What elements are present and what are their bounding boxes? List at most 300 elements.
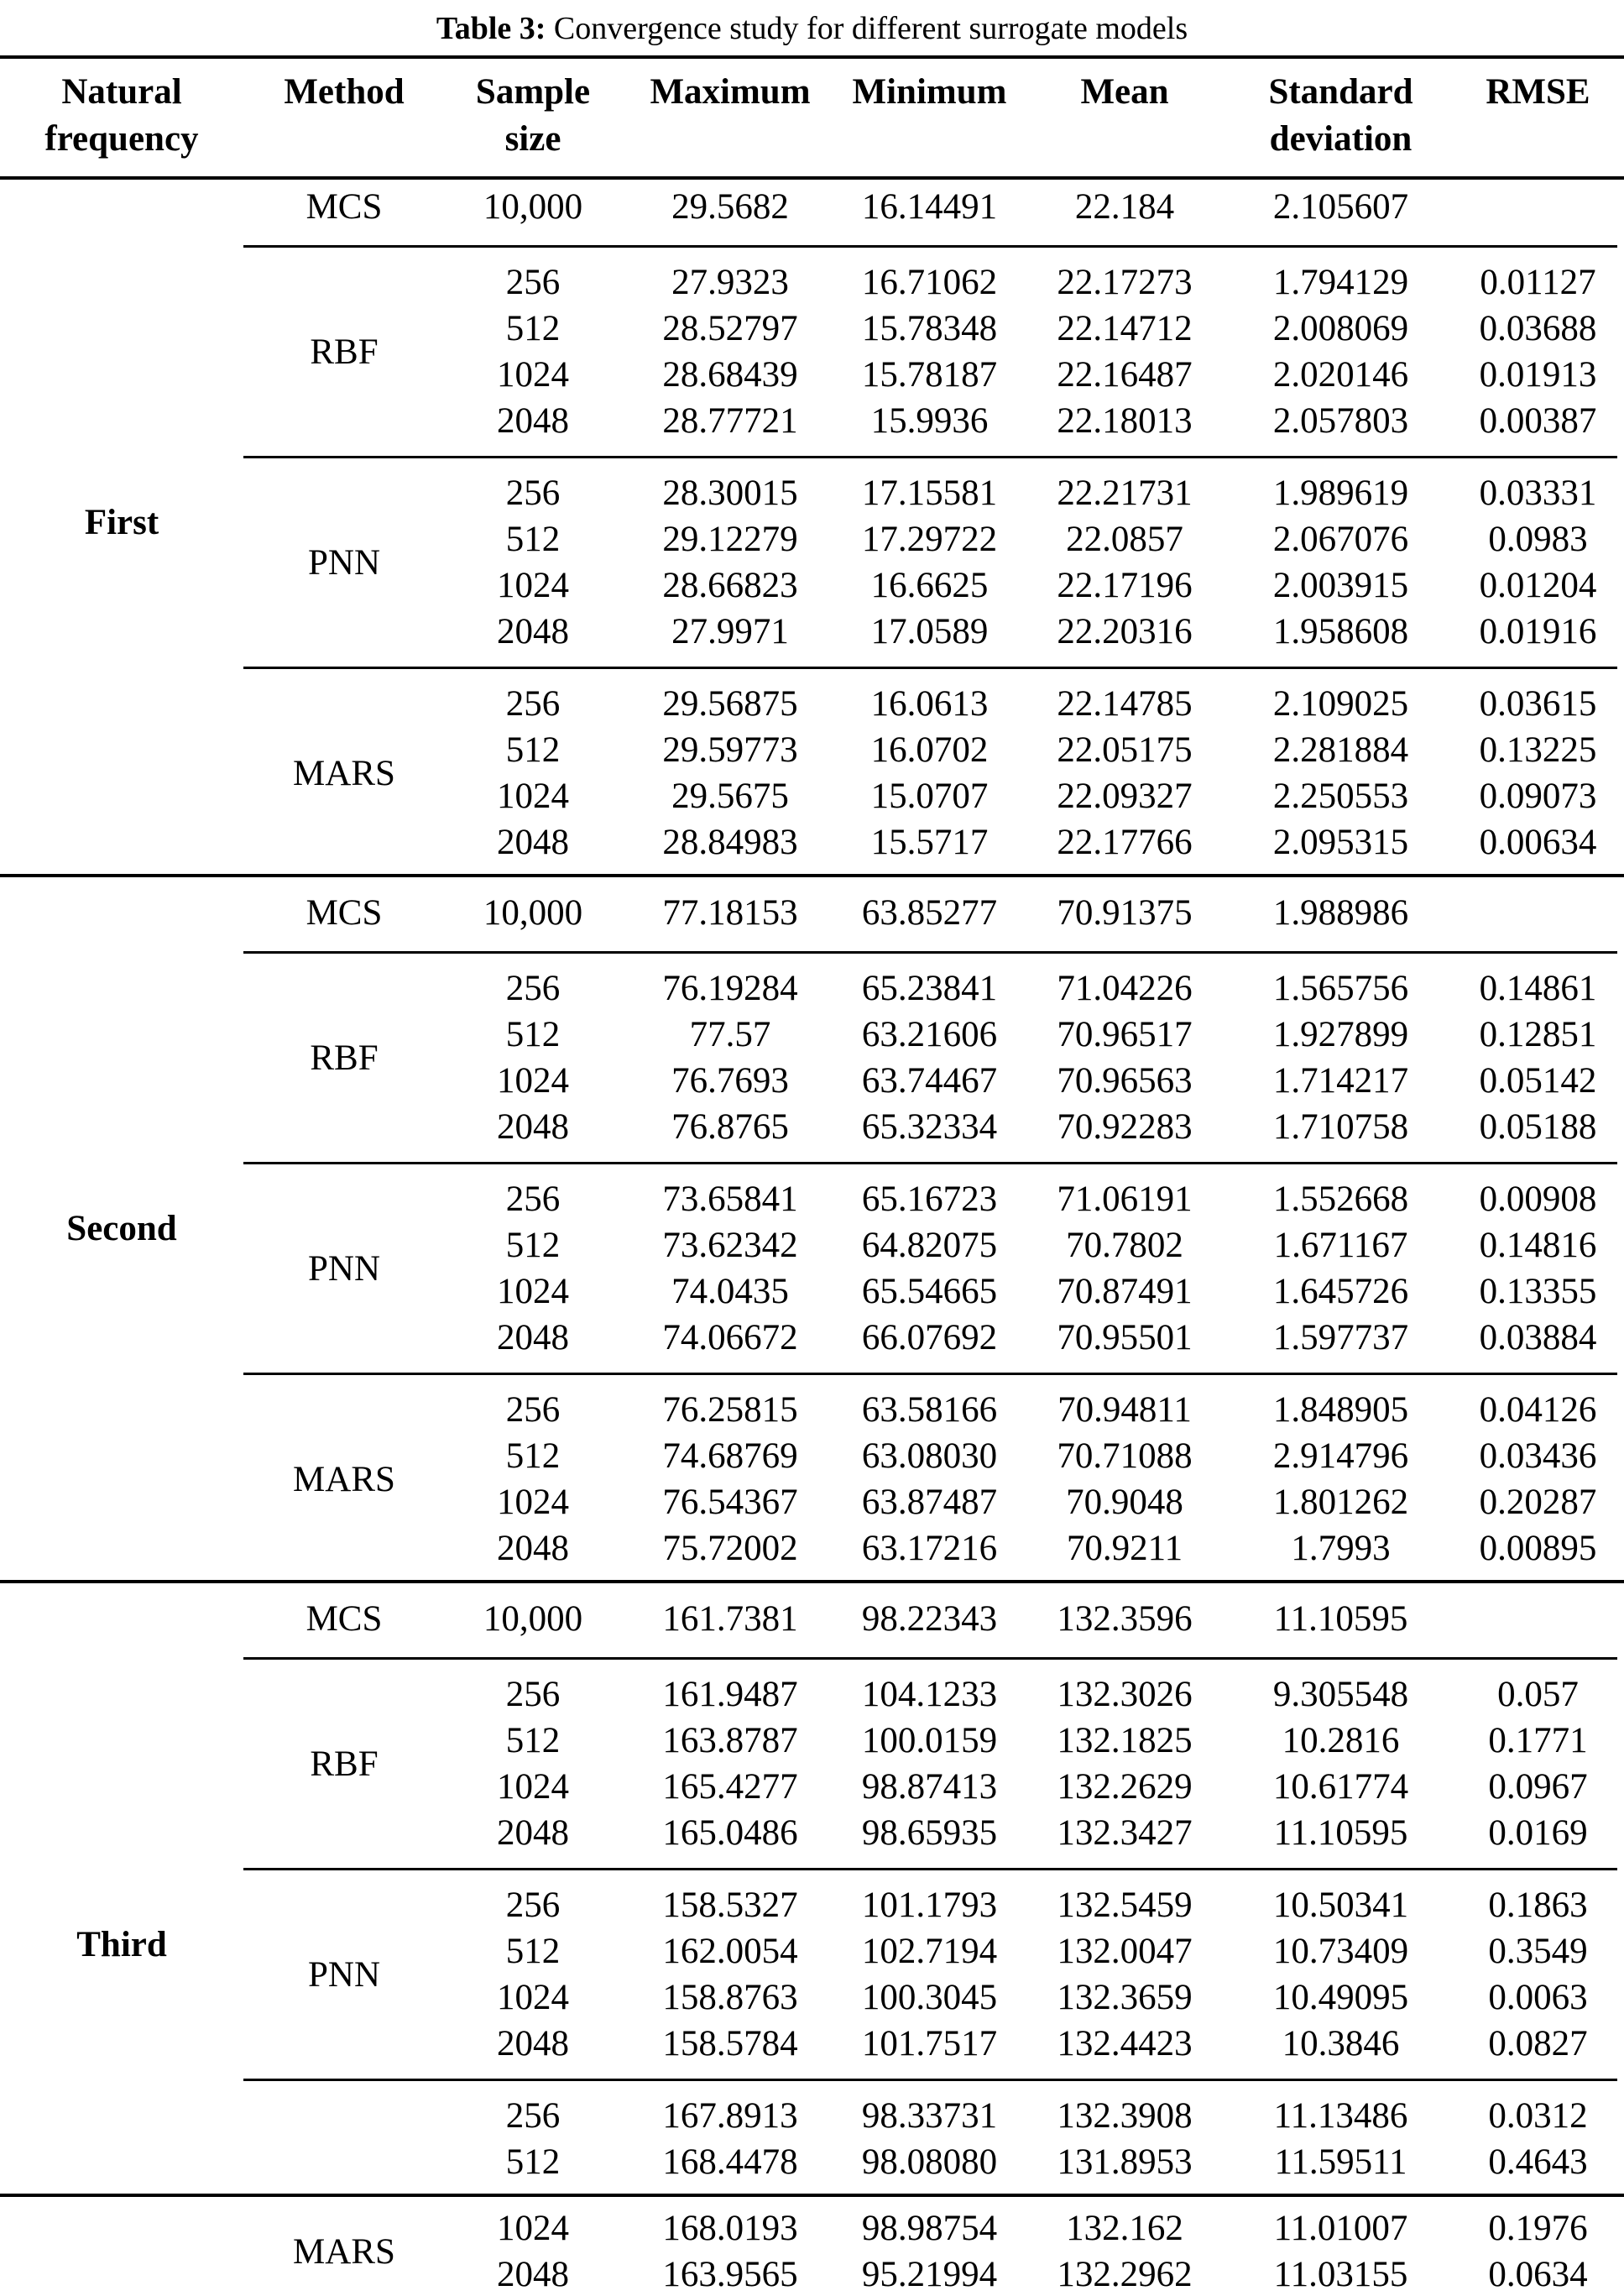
table-caption-text: Convergence study for different surrogate models [546, 11, 1188, 46]
cell-minimum: 104.1233 [861, 1675, 998, 1714]
section-third [0, 1592, 1624, 2296]
cell-mean: 132.3596 [1057, 1598, 1193, 1639]
cell-sample-size: 1024 [497, 1483, 569, 1522]
cell-maximum: 161.9487 [662, 1675, 798, 1714]
cell-minimum: 17.29722 [861, 520, 998, 559]
cell-mean: 22.16487 [1057, 355, 1193, 395]
method-group-mars [0, 2205, 1624, 2296]
frequency-cell-spacer [0, 1176, 243, 1361]
cell-sample-size: 2048 [497, 401, 569, 441]
cell-rmse: 0.03615 [1479, 684, 1597, 724]
cell-maximum: 163.8787 [662, 1721, 798, 1760]
method-group-mars [0, 1387, 1624, 1572]
cell-std-dev: 11.13486 [1273, 2096, 1408, 2136]
cell-minimum: 17.0589 [870, 612, 989, 651]
cell-sample-size: 2048 [497, 1318, 569, 1357]
table-row-sample-1024 [445, 1058, 1624, 1104]
group-rows [445, 1176, 1624, 1361]
cell-mean: 132.1825 [1057, 1721, 1193, 1760]
cell-std-dev: 11.03155 [1273, 2255, 1408, 2294]
table-row-sample-256 [445, 1387, 1624, 1433]
cell-minimum: 63.85277 [861, 892, 998, 933]
cell-sample-size: 256 [505, 263, 561, 302]
cell-mean: 132.3427 [1057, 1813, 1193, 1853]
cell-maximum: 76.8765 [671, 1107, 789, 1147]
cell-sample-size: 256 [505, 473, 561, 513]
group-rows [445, 1882, 1624, 2067]
cell-minimum: 63.17216 [861, 1529, 998, 1568]
cell-sample-size: 1024 [497, 1061, 569, 1101]
table-caption-label: Table 3: [436, 11, 546, 46]
cell-minimum: 15.9936 [870, 401, 989, 441]
method-label-rbf: RBF [310, 332, 379, 372]
cell-sample-size: 512 [505, 1436, 561, 1476]
cell-std-dev: 10.61774 [1272, 1767, 1409, 1807]
frequency-cell-spacer [0, 681, 243, 866]
cell-minimum: 17.15581 [861, 473, 998, 513]
cell-mean: 132.2962 [1057, 2255, 1193, 2294]
cell-mean: 70.95501 [1057, 1318, 1193, 1357]
cell-maximum: 27.9323 [671, 263, 789, 302]
cell-minimum: 66.07692 [861, 1318, 998, 1357]
cell-std-dev: 1.565756 [1272, 969, 1409, 1008]
cell-mean: 22.21731 [1057, 473, 1193, 513]
frequency-label-second: Second [66, 1209, 177, 1248]
cell-std-dev: 11.59511 [1274, 2142, 1407, 2182]
cell-minimum: 102.7194 [861, 1932, 998, 1971]
cell-rmse: 0.03436 [1479, 1436, 1597, 1476]
cell-rmse: 0.0983 [1488, 520, 1588, 559]
cell-sample-size: 256 [505, 1675, 561, 1714]
column-header-natural-frequency: Natural frequency [44, 72, 199, 159]
frequency-cell-spacer [0, 1671, 243, 1856]
cell-rmse: 0.14861 [1479, 969, 1597, 1008]
group-divider-rule [243, 667, 1617, 669]
table-row-sample-1024 [445, 773, 1624, 819]
column-header-maximum: Maximum [650, 72, 811, 112]
section-second [0, 886, 1624, 1572]
column-header-rmse: RMSE [1486, 72, 1590, 112]
cell-std-dev: 1.988986 [1272, 892, 1409, 933]
cell-rmse: 0.05142 [1479, 1061, 1597, 1101]
cell-minimum: 98.08080 [861, 2142, 998, 2182]
cell-minimum: 100.3045 [861, 1978, 998, 2017]
cell-maximum: 73.62342 [662, 1226, 798, 1265]
cell-sample-size: 2048 [497, 1813, 569, 1853]
column-header-mean: Mean [1080, 72, 1169, 112]
cell-mean: 70.96517 [1057, 1015, 1193, 1054]
cell-sample-size: 512 [505, 2142, 561, 2182]
method-label-pnn: PNN [307, 1248, 381, 1289]
cell-maximum: 28.84983 [662, 823, 798, 862]
table-row-sample-256 [445, 681, 1624, 727]
group-divider-rule [243, 1657, 1617, 1660]
column-header-standard-deviation: Standard deviation [1268, 72, 1413, 159]
method-label-mars: MARS [293, 2231, 395, 2272]
cell-sample-size: 512 [505, 1721, 561, 1760]
cell-rmse: 0.0169 [1488, 1813, 1588, 1853]
method-label-blank [243, 2093, 445, 2185]
cell-sample-size: 2048 [497, 1107, 569, 1147]
cell-rmse: 0.03884 [1479, 1318, 1597, 1357]
cell-maximum: 76.7693 [671, 1061, 789, 1101]
table-row-sample-512 [445, 1012, 1624, 1058]
cell-std-dev: 2.095315 [1272, 823, 1409, 862]
cell-maximum: 74.06672 [662, 1318, 798, 1357]
cell-sample-size: 1024 [497, 1272, 569, 1311]
cell-maximum: 28.52797 [662, 309, 798, 348]
cell-minimum: 98.87413 [861, 1767, 998, 1807]
group-divider-rule [243, 1868, 1617, 1870]
cell-mean: 132.3659 [1057, 1978, 1193, 2017]
method-label-mcs: MCS [305, 186, 383, 227]
cell-sample-size: 1024 [497, 1978, 569, 2017]
cell-maximum: 28.66823 [662, 566, 798, 605]
cell-minimum: 16.0702 [870, 730, 989, 770]
cell-maximum: 168.4478 [662, 2142, 798, 2182]
cell-std-dev: 10.49095 [1272, 1978, 1409, 2017]
cell-minimum: 101.7517 [861, 2024, 998, 2063]
group-divider-rule [243, 245, 1617, 248]
cell-rmse: 0.1863 [1488, 1885, 1588, 1925]
cell-minimum: 16.6625 [870, 566, 989, 605]
table-row-sample-256 [445, 470, 1624, 516]
cell-mean: 22.14712 [1057, 309, 1193, 348]
cell-std-dev: 1.989619 [1272, 473, 1409, 513]
section-divider-rule [0, 1580, 1624, 1583]
cell-mean: 70.96563 [1057, 1061, 1193, 1101]
cell-rmse: 0.1976 [1488, 2209, 1588, 2248]
table-row-sample-512 [445, 1433, 1624, 1479]
cell-maximum: 76.19284 [662, 969, 798, 1008]
method-label-mars: MARS [293, 753, 395, 793]
cell-std-dev: 2.003915 [1272, 566, 1409, 605]
cell-rmse: 0.00895 [1479, 1529, 1597, 1568]
cell-minimum: 98.98754 [861, 2209, 998, 2248]
table-row-sample-256 [445, 259, 1624, 306]
frequency-cell-spacer [0, 2205, 243, 2296]
table-row-sample-2048 [445, 2021, 1624, 2067]
cell-sample-size: 256 [505, 969, 561, 1008]
frequency-cell-spacer [0, 965, 243, 1150]
table-row-sample-512 [445, 306, 1624, 352]
cell-mean: 22.17766 [1057, 823, 1193, 862]
cell-mean: 132.0047 [1057, 1932, 1193, 1971]
method-label-mcs: MCS [305, 1598, 383, 1639]
cell-minimum: 16.14491 [861, 186, 998, 227]
cell-rmse: 0.01916 [1479, 612, 1597, 651]
method-label-mcs: MCS [305, 892, 383, 933]
cell-sample-size: 512 [505, 1932, 561, 1971]
cell-std-dev: 1.958608 [1272, 612, 1409, 651]
cell-maximum: 163.9565 [662, 2255, 798, 2294]
table-row-sample-256 [445, 1176, 1624, 1222]
cell-mean: 132.162 [1066, 2209, 1183, 2248]
group-divider-rule [243, 1373, 1617, 1375]
frequency-cell-spacer [0, 259, 243, 444]
table-row-sample-512 [445, 1718, 1624, 1764]
cell-mean: 70.9048 [1066, 1483, 1183, 1522]
cell-maximum: 29.56875 [662, 684, 798, 724]
cell-mean: 22.0857 [1066, 520, 1183, 559]
cell-maximum: 75.72002 [662, 1529, 798, 1568]
cell-minimum: 63.08030 [861, 1436, 998, 1476]
cell-sample-size: 512 [505, 1015, 561, 1054]
cell-maximum: 165.0486 [662, 1813, 798, 1853]
cell-minimum: 65.23841 [861, 969, 998, 1008]
cell-minimum: 101.1793 [861, 1885, 998, 1925]
cell-minimum: 16.71062 [861, 263, 998, 302]
cell-sample-size: 10,000 [483, 186, 583, 227]
cell-rmse: 0.01204 [1479, 566, 1597, 605]
cell-rmse: 0.0312 [1488, 2096, 1588, 2136]
cell-maximum: 158.5327 [662, 1885, 798, 1925]
group-divider-rule [243, 951, 1617, 954]
cell-minimum: 16.0613 [870, 684, 989, 724]
cell-rmse: 0.05188 [1479, 1107, 1597, 1147]
cell-mean: 22.14785 [1057, 684, 1193, 724]
table-row-sample-1024 [445, 2205, 1624, 2252]
table-row-sample-256 [445, 1671, 1624, 1718]
table-row-sample-2048 [445, 2252, 1624, 2296]
cell-std-dev: 2.067076 [1272, 520, 1409, 559]
table-row-sample-512 [445, 1928, 1624, 1974]
cell-std-dev: 2.105607 [1272, 186, 1409, 227]
table-row-sample-1024 [445, 1268, 1624, 1315]
cell-sample-size: 2048 [497, 823, 569, 862]
cell-std-dev: 2.109025 [1272, 684, 1409, 724]
cell-sample-size: 10,000 [483, 892, 583, 933]
cell-minimum: 95.21994 [861, 2255, 998, 2294]
cell-maximum: 162.0054 [662, 1932, 798, 1971]
cell-rmse: 0.3549 [1488, 1932, 1588, 1971]
table-row-sample-2048 [445, 1810, 1624, 1856]
cell-rmse: 0.13355 [1479, 1272, 1597, 1311]
cell-std-dev: 1.848905 [1272, 1390, 1409, 1430]
cell-std-dev: 1.645726 [1272, 1272, 1409, 1311]
group-divider-rule-full [0, 2194, 1624, 2197]
cell-rmse: 0.0634 [1488, 2255, 1588, 2294]
cell-minimum: 98.33731 [861, 2096, 998, 2136]
cell-rmse: 0.0827 [1488, 2024, 1588, 2063]
table-body [0, 180, 1624, 2296]
cell-maximum: 73.65841 [662, 1179, 798, 1219]
group-divider-rule [243, 1162, 1617, 1164]
cell-std-dev: 11.10595 [1273, 1598, 1408, 1639]
cell-sample-size: 512 [505, 520, 561, 559]
table-row-sample-512 [445, 727, 1624, 773]
table-row-sample-1024 [445, 1479, 1624, 1525]
cell-sample-size: 256 [505, 684, 561, 724]
cell-sample-size: 1024 [497, 2209, 569, 2248]
cell-maximum: 28.68439 [662, 355, 798, 395]
cell-mean: 132.5459 [1057, 1885, 1193, 1925]
section-first [0, 180, 1624, 866]
method-group-pnn [0, 1176, 1624, 1361]
cell-sample-size: 512 [505, 1226, 561, 1265]
cell-maximum: 74.0435 [671, 1272, 789, 1311]
table-row-sample-2048 [445, 819, 1624, 866]
cell-std-dev: 1.801262 [1272, 1483, 1409, 1522]
group-rows [445, 965, 1624, 1150]
mcs-row [0, 886, 1624, 939]
cell-mean: 22.184 [1074, 186, 1175, 227]
cell-mean: 132.3908 [1057, 2096, 1193, 2136]
cell-rmse: 0.00634 [1479, 823, 1597, 862]
cell-mean: 70.92283 [1057, 1107, 1193, 1147]
cell-std-dev: 2.914796 [1272, 1436, 1409, 1476]
method-label-rbf: RBF [310, 1744, 379, 1784]
group-rows [445, 681, 1624, 866]
method-label-mars: MARS [293, 1459, 395, 1499]
cell-mean: 70.94811 [1057, 1390, 1192, 1430]
cell-mean: 70.87491 [1057, 1272, 1193, 1311]
frequency-cell-spacer [0, 1387, 243, 1572]
cell-maximum: 165.4277 [662, 1767, 798, 1807]
cell-mean: 70.9211 [1066, 1529, 1183, 1568]
cell-mean: 71.04226 [1057, 969, 1193, 1008]
cell-maximum: 29.59773 [662, 730, 798, 770]
cell-rmse: 0.12851 [1479, 1015, 1597, 1054]
cell-sample-size: 2048 [497, 2255, 569, 2294]
cell-rmse: 0.0063 [1488, 1978, 1588, 2017]
group-rows [445, 2205, 1624, 2296]
table-row-sample-2048 [445, 1525, 1624, 1572]
group-rows [445, 1671, 1624, 1856]
method-label-pnn: PNN [307, 542, 381, 583]
cell-mean: 22.20316 [1057, 612, 1193, 651]
group-divider-rule [243, 2079, 1617, 2081]
table-row-sample-256 [445, 965, 1624, 1012]
group-rows [445, 470, 1624, 655]
cell-sample-size: 256 [505, 2096, 561, 2136]
cell-minimum: 15.0707 [870, 777, 989, 816]
group-rows [445, 1387, 1624, 1572]
cell-sample-size: 1024 [497, 1767, 569, 1807]
frequency-cell-spacer [0, 2093, 243, 2185]
cell-std-dev: 1.714217 [1272, 1061, 1409, 1101]
cell-maximum: 168.0193 [662, 2209, 798, 2248]
method-group-pnn [0, 470, 1624, 655]
method-group-mars [0, 681, 1624, 866]
cell-maximum: 74.68769 [662, 1436, 798, 1476]
table-header-row [0, 59, 1624, 176]
cell-minimum: 65.54665 [861, 1272, 998, 1311]
cell-rmse: 0.14816 [1479, 1226, 1597, 1265]
frequency-cell-spacer [0, 1882, 243, 2067]
method-group-blank [0, 2093, 1624, 2185]
table-row-sample-2048 [445, 1315, 1624, 1361]
column-header-minimum: Minimum [852, 72, 1007, 112]
cell-maximum: 161.7381 [662, 1598, 798, 1639]
cell-rmse: 0.00908 [1479, 1179, 1597, 1219]
cell-mean: 70.71088 [1057, 1436, 1193, 1476]
cell-std-dev: 9.305548 [1272, 1675, 1409, 1714]
method-group-rbf [0, 1671, 1624, 1856]
cell-std-dev: 2.020146 [1272, 355, 1409, 395]
table-row-sample-256 [445, 2093, 1624, 2139]
table-row-sample-1024 [445, 1974, 1624, 2021]
cell-maximum: 28.77721 [662, 401, 798, 441]
cell-mean: 132.3026 [1057, 1675, 1193, 1714]
cell-std-dev: 1.552668 [1272, 1179, 1409, 1219]
cell-maximum: 158.8763 [662, 1978, 798, 2017]
cell-minimum: 65.16723 [861, 1179, 998, 1219]
mcs-row [0, 180, 1624, 233]
cell-minimum: 100.0159 [861, 1721, 998, 1760]
cell-sample-size: 1024 [497, 777, 569, 816]
cell-rmse: 0.03688 [1479, 309, 1597, 348]
frequency-label-third: Third [76, 1925, 167, 1964]
cell-rmse: 0.4643 [1488, 2142, 1588, 2182]
cell-std-dev: 1.794129 [1272, 263, 1409, 302]
table-row-sample-512 [445, 2139, 1624, 2185]
cell-std-dev: 2.057803 [1272, 401, 1409, 441]
column-header-method: Method [284, 72, 405, 112]
cell-maximum: 77.57 [689, 1015, 771, 1054]
section-divider-rule [0, 874, 1624, 877]
cell-mean: 22.17196 [1057, 566, 1193, 605]
cell-rmse: 0.057 [1497, 1675, 1579, 1714]
cell-mean: 71.06191 [1057, 1179, 1193, 1219]
cell-sample-size: 256 [505, 1885, 561, 1925]
group-rows [445, 2093, 1624, 2185]
cell-sample-size: 2048 [497, 2024, 569, 2063]
cell-rmse: 0.03331 [1479, 473, 1597, 513]
frequency-label-first: First [84, 503, 159, 542]
cell-std-dev: 1.927899 [1272, 1015, 1409, 1054]
cell-maximum: 76.25815 [662, 1390, 798, 1430]
group-divider-rule [243, 456, 1617, 458]
cell-minimum: 65.32334 [861, 1107, 998, 1147]
cell-maximum: 29.5682 [671, 186, 789, 227]
cell-minimum: 64.82075 [861, 1226, 998, 1265]
cell-mean: 70.91375 [1057, 892, 1193, 933]
cell-std-dev: 10.73409 [1272, 1932, 1409, 1971]
cell-mean: 22.05175 [1057, 730, 1193, 770]
cell-std-dev: 1.671167 [1273, 1226, 1408, 1265]
cell-rmse: 0.01913 [1479, 355, 1597, 395]
cell-sample-size: 512 [505, 309, 561, 348]
cell-std-dev: 10.3846 [1282, 2024, 1400, 2063]
group-rows [445, 259, 1624, 444]
table-row-sample-1024 [445, 352, 1624, 398]
cell-mean: 70.7802 [1066, 1226, 1183, 1265]
cell-rmse: 0.04126 [1479, 1390, 1597, 1430]
cell-std-dev: 10.2816 [1282, 1721, 1400, 1760]
cell-maximum: 167.8913 [662, 2096, 798, 2136]
table-row-sample-2048 [445, 1104, 1624, 1150]
table-row-sample-2048 [445, 609, 1624, 655]
cell-minimum: 98.65935 [861, 1813, 998, 1853]
cell-mean: 22.18013 [1057, 401, 1193, 441]
cell-std-dev: 2.281884 [1272, 730, 1409, 770]
cell-minimum: 63.87487 [861, 1483, 998, 1522]
cell-std-dev: 2.008069 [1272, 309, 1409, 348]
cell-mean: 132.2629 [1057, 1767, 1193, 1807]
cell-std-dev: 1.7993 [1291, 1529, 1391, 1568]
cell-maximum: 29.5675 [671, 777, 789, 816]
mcs-row [0, 1592, 1624, 1645]
cell-std-dev: 1.597737 [1272, 1318, 1409, 1357]
cell-mean: 131.8953 [1057, 2142, 1193, 2182]
cell-minimum: 15.5717 [870, 823, 989, 862]
cell-minimum: 63.74467 [861, 1061, 998, 1101]
cell-mean: 22.17273 [1057, 263, 1193, 302]
cell-minimum: 63.58166 [861, 1390, 998, 1430]
cell-sample-size: 2048 [497, 612, 569, 651]
cell-rmse: 0.0967 [1488, 1767, 1588, 1807]
